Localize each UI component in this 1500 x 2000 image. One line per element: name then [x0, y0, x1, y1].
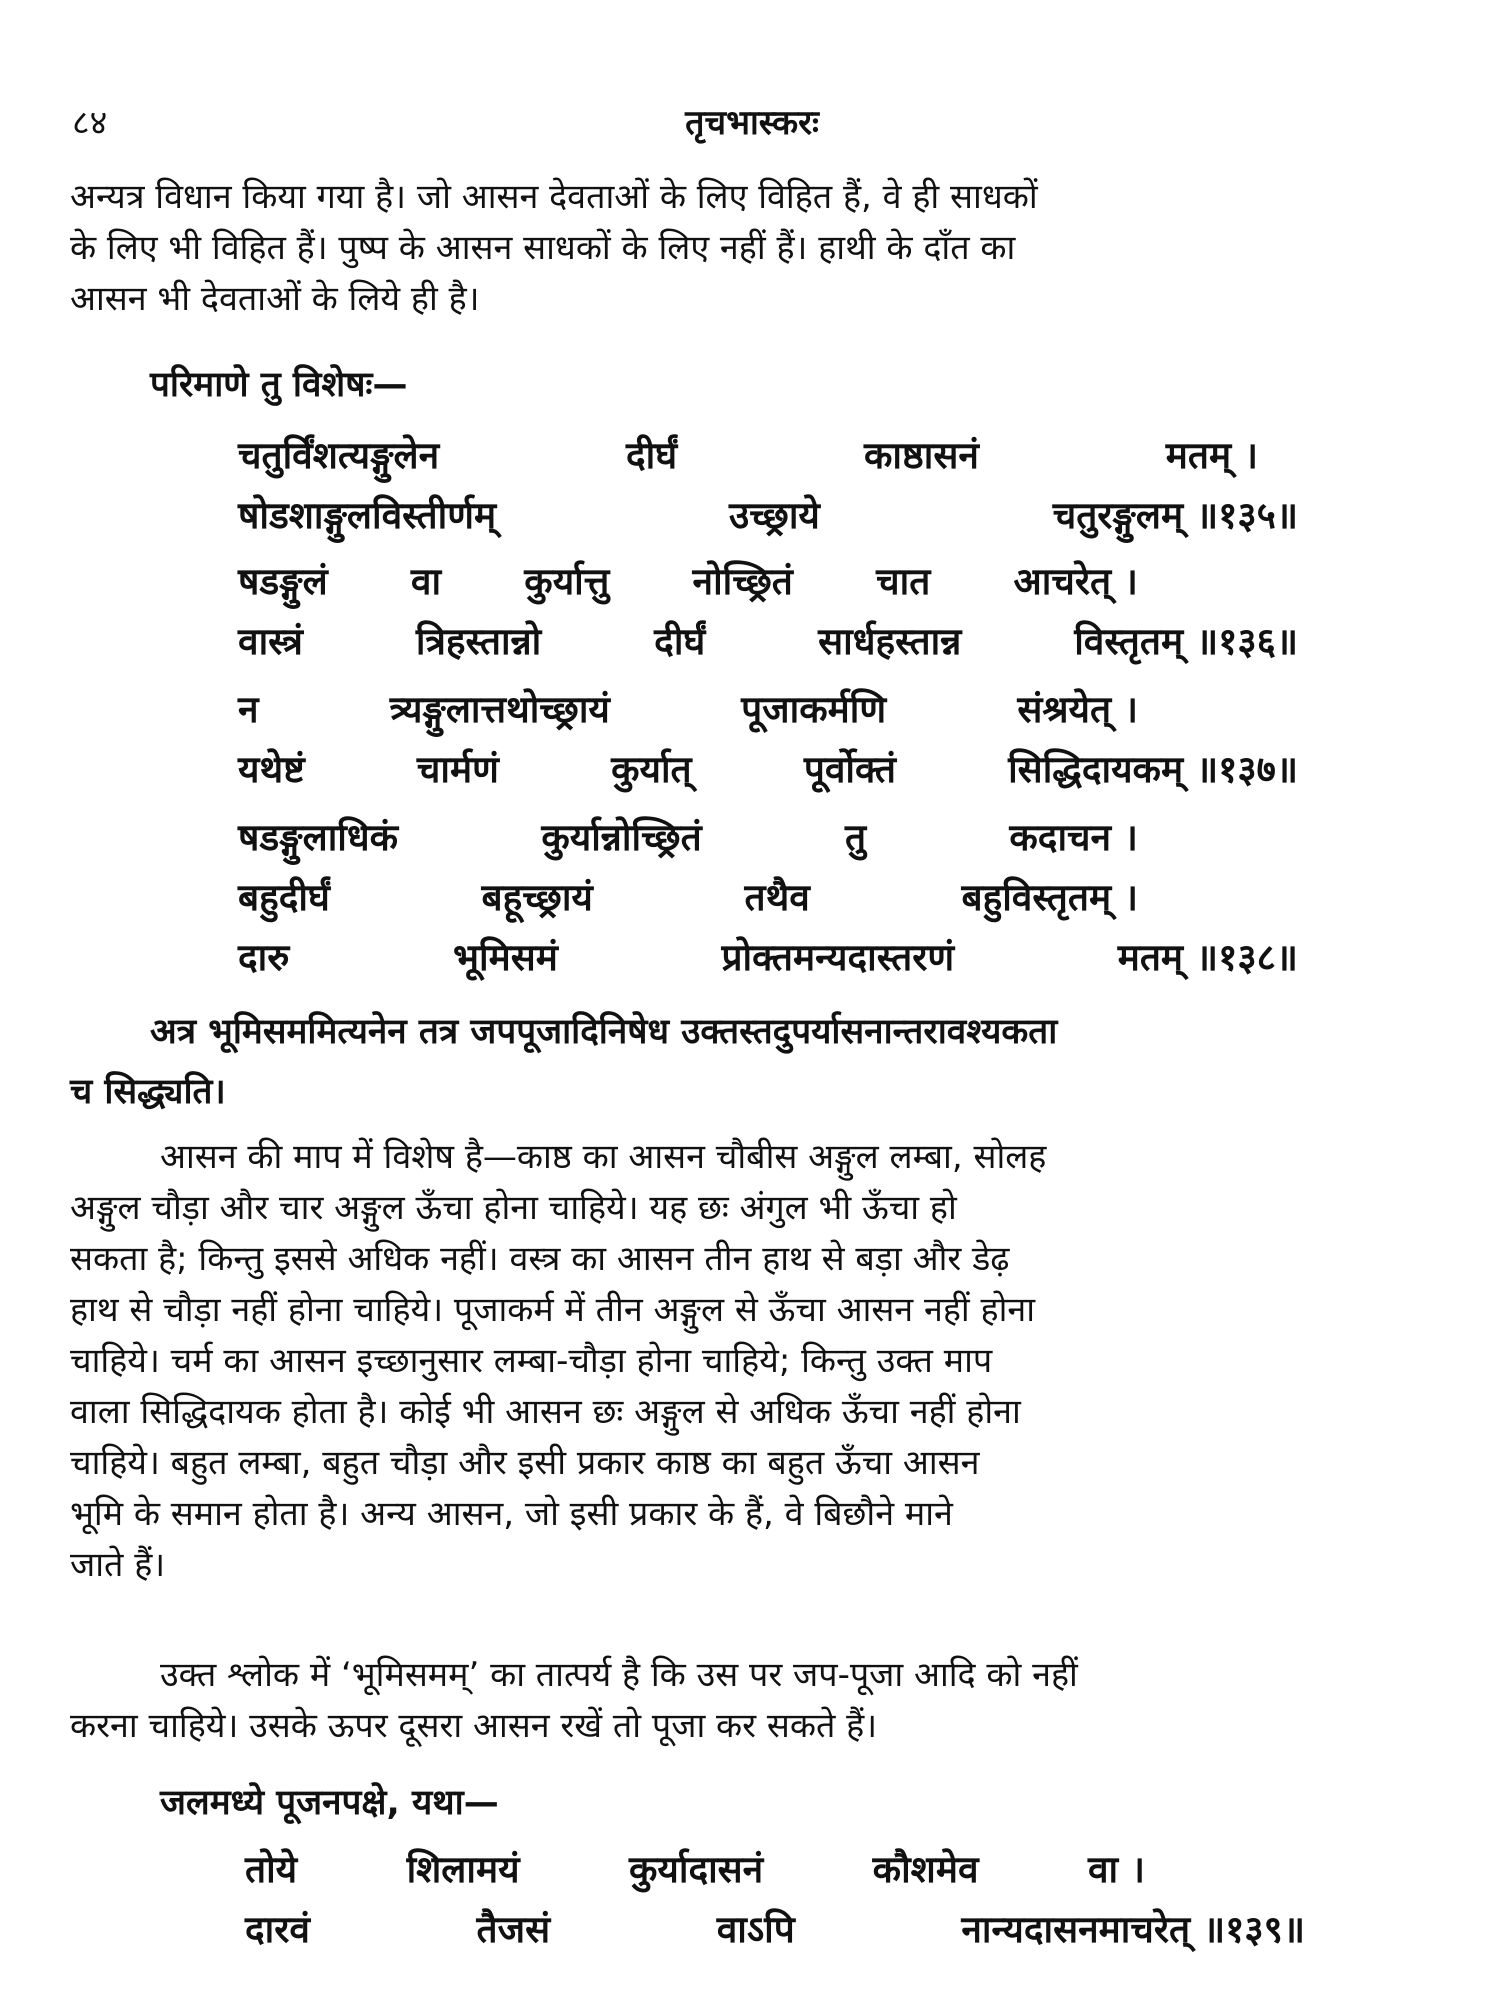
verse-group-139 — [245, 1842, 1305, 1962]
text-line: जाते हैं। — [70, 1545, 166, 1585]
text-line: आसन भी देवताओं के लिये ही है। — [70, 279, 480, 319]
paragraph-intro — [70, 172, 1440, 325]
verse-word: वा । — [1087, 1848, 1145, 1891]
text-line: अत्र भूमिसममित्यनेन तत्र जपपूजादिनिषेध उक्तस्तदुपर्यासनान्तरावश्यकता — [150, 1012, 1058, 1052]
verse-word: वाऽपि — [716, 1908, 795, 1951]
running-title: तृचभास्करः — [685, 103, 819, 143]
verse-word: सिद्धिदायकम् ॥१३७॥ — [1008, 748, 1298, 791]
verse-word: सार्धहस्तान्न — [818, 620, 962, 663]
text-line: करना चाहिये। उसके ऊपर दूसरा आसन रखें तो पूजा कर सकते हैं। — [70, 1706, 878, 1746]
verse-word: तैजसं — [476, 1908, 551, 1951]
text-line: भूमि के समान होता है। अन्य आसन, जो इसी प्रकार के हैं, वे बिछौने माने — [70, 1494, 953, 1534]
commentary-sanskrit — [70, 1002, 1440, 1122]
verse-word: तु — [844, 816, 867, 859]
verse-word: कुर्यात्तु — [524, 560, 610, 603]
verse-word: वा — [410, 560, 442, 603]
verse-line — [238, 614, 1298, 674]
verse-line — [238, 488, 1298, 548]
page-header — [72, 98, 1432, 148]
section-heading-water-worship: जलमध्ये पूजनपक्षे, यथा— — [160, 1783, 499, 1823]
verse-word: नोच्छ्रितं — [692, 560, 793, 603]
verse-word: कौशमेव — [872, 1848, 979, 1891]
verse-group-135 — [238, 428, 1298, 548]
verse-word: संश्रयेत् । — [1017, 688, 1138, 731]
verse-line — [238, 930, 1298, 990]
verse-word: भूमिसमं — [452, 936, 558, 979]
verse-line — [245, 1842, 1145, 1902]
verse-word: षडङ्गुलाधिकं — [238, 816, 399, 859]
text-line: च सिद्ध्यति। — [70, 1072, 226, 1112]
page-number: ८४ — [72, 103, 108, 143]
text-line: हाथ से चौड़ा नहीं होना चाहिये। पूजाकर्म में तीन अङ्गुल से ऊँचा आसन नहीं होना — [70, 1290, 1036, 1330]
verse-group-138 — [238, 810, 1298, 990]
verse-word: मतम् । — [1165, 434, 1258, 477]
verse-word: विस्तृतम् ॥१३६॥ — [1074, 620, 1298, 663]
text-line: चाहिये। चर्म का आसन इच्छानुसार लम्बा-चौड़ा होना चाहिये; किन्तु उक्त माप — [70, 1341, 993, 1381]
verse-word: आचरेत् । — [1013, 560, 1138, 603]
verse-word: प्रोक्तमन्यदास्तरणं — [721, 936, 955, 979]
verse-word: दारवं — [245, 1908, 310, 1951]
paragraph-explanation — [70, 1132, 1440, 1591]
verse-word: त्रिहस्तान्नो — [415, 620, 542, 663]
verse-word: बहूच्छ्रायं — [481, 876, 593, 919]
verse-word: न — [238, 688, 259, 731]
text-line: चाहिये। बहुत लम्बा, बहुत चौड़ा और इसी प्रकार काष्ठ का बहुत ऊँचा आसन — [70, 1443, 980, 1483]
verse-word: कुर्यात् — [611, 748, 692, 791]
verse-word: कदाचन । — [1009, 816, 1138, 859]
verse-word: वास्त्रं — [238, 620, 303, 663]
verse-line — [238, 870, 1138, 930]
verse-line — [238, 682, 1138, 742]
verse-word: चार्मणं — [416, 748, 499, 791]
verse-word: षडङ्गुलं — [238, 560, 328, 603]
verse-word: शिलामयं — [406, 1848, 520, 1891]
verse-word: दारु — [238, 936, 290, 979]
verse-word: दीर्घं — [654, 620, 706, 663]
verse-group-137 — [238, 682, 1298, 802]
text-line: वाला सिद्धिदायक होता है। कोई भी आसन छः अङ्गुल से अधिक ऊँचा नहीं होना — [70, 1392, 1021, 1432]
verse-word: तथैव — [744, 876, 810, 919]
verse-line — [238, 810, 1138, 870]
verse-word: मतम् ॥१३८॥ — [1117, 936, 1298, 979]
text-line: अङ्गुल चौड़ा और चार अङ्गुल ऊँचा होना चाहिये। यह छः अंगुल भी ऊँचा हो — [70, 1188, 957, 1228]
verse-word: षोडशाङ्गुलविस्तीर्णम् — [238, 494, 497, 537]
text-line: सकता है; किन्तु इससे अधिक नहीं। वस्त्र का आसन तीन हाथ से बड़ा और डेढ़ — [70, 1239, 1010, 1279]
verse-word: उच्छ्राये — [728, 494, 820, 537]
text-line: अन्यत्र विधान किया गया है। जो आसन देवताओं के लिए विहित हैं, वे ही साधकों — [70, 177, 1038, 217]
verse-word: दीर्घं — [626, 434, 678, 477]
verse-word: कुर्यान्नोच्छ्रितं — [541, 816, 702, 859]
verse-word: यथेष्टं — [238, 748, 305, 791]
verse-word: बहुदीर्घं — [238, 876, 330, 919]
verse-line — [238, 742, 1298, 802]
verse-word: चात — [876, 560, 931, 603]
verse-word: त्र्यङ्गुलात्तथोच्छ्रायं — [389, 688, 610, 731]
verse-word: तोये — [245, 1848, 298, 1891]
verse-group-136 — [238, 554, 1298, 674]
text-line: आसन की माप में विशेष है—काष्ठ का आसन चौबीस अङ्गुल लम्बा, सोलह — [160, 1137, 1047, 1177]
verse-word: चतुर्विंशत्यङ्गुलेन — [238, 434, 440, 477]
verse-line — [245, 1902, 1305, 1962]
verse-word: बहुविस्तृतम् । — [961, 876, 1138, 919]
section-heading-measurement: परिमाणे तु विशेषः— — [150, 365, 408, 405]
verse-word: काष्ठासनं — [863, 434, 979, 477]
text-line: उक्त श्लोक में ‘भूमिसमम्’ का तात्पर्य है कि उस पर जप-पूजा आदि को नहीं — [160, 1655, 1078, 1695]
verse-word: पूर्वोक्तं — [803, 748, 896, 791]
verse-word: पूजाकर्मणि — [741, 688, 887, 731]
verse-line — [238, 428, 1258, 488]
verse-word: नान्यदासनमाचरेत् ॥१३९॥ — [961, 1908, 1305, 1951]
verse-word: चतुरङ्गुलम् ॥१३५॥ — [1052, 494, 1298, 537]
verse-line — [238, 554, 1138, 614]
verse-word: कुर्यादासनं — [628, 1848, 764, 1891]
text-line: के लिए भी विहित हैं। पुष्प के आसन साधकों के लिए नहीं हैं। हाथी के दाँत का — [70, 228, 1016, 268]
paragraph-bhumisamam — [70, 1650, 1440, 1752]
